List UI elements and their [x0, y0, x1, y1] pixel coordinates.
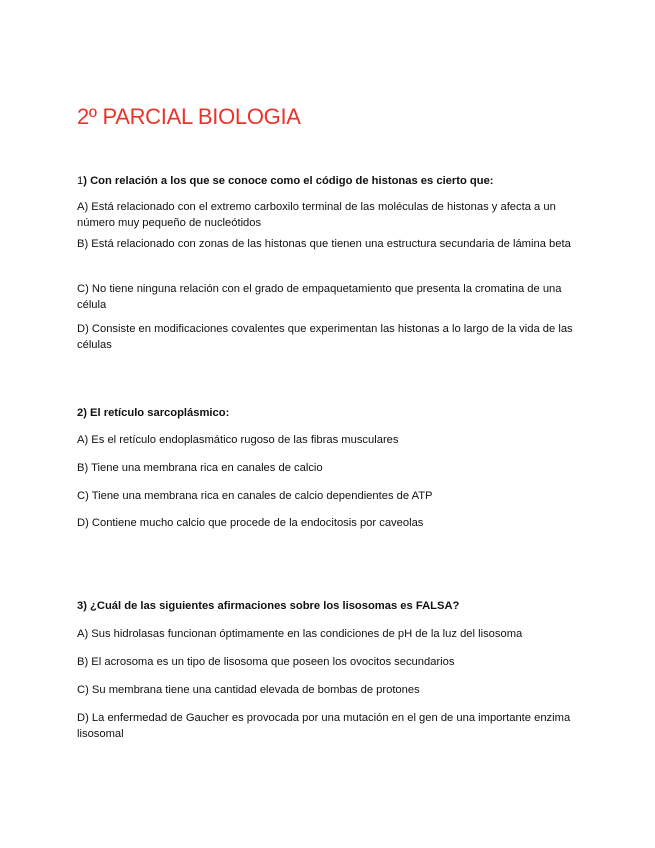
question-1: [77, 174, 587, 351]
answer-option: A) Está relacionado con el extremo carboxilo terminal de las moléculas de histonas y afecta a un número muy pequeño de nucleótidos: [77, 201, 556, 229]
answer-option: B) Tiene una membrana rica en canales de calcio: [77, 462, 323, 474]
question-text: 2) El retículo sarcoplásmico:: [77, 407, 230, 419]
answer-option: B) Está relacionado con zonas de las histonas que tienen una estructura secundaria de lámina beta: [77, 238, 571, 250]
page-title: 2º PARCIAL BIOLOGIA: [77, 104, 301, 129]
answer-option: D) Contiene mucho calcio que procede de la endocitosis por caveolas: [77, 517, 424, 529]
question-number: 1: [77, 175, 84, 187]
answer-option: C) No tiene ninguna relación con el grado de empaquetamiento que presenta la cromatina de una célula: [77, 283, 562, 311]
question-2: [77, 406, 587, 529]
question-text: 3) ¿Cuál de las siguientes afirmaciones sobre los lisosomas es FALSA?: [77, 600, 460, 612]
question-stem: [77, 406, 587, 421]
answer-option: C) Su membrana tiene una cantidad elevada de bombas de protones: [77, 684, 420, 696]
answer-option: D) La enfermedad de Gaucher es provocada por una mutación en el gen de una importante enzima lisosomal: [77, 712, 571, 740]
answer-option: A) Es el retículo endoplasmático rugoso de las fibras musculares: [77, 434, 399, 446]
question-3: [77, 599, 587, 740]
question-stem: [77, 174, 587, 189]
question-text: ) Con relación a los que se conoce como el código de histonas es cierto que:: [83, 175, 494, 187]
answer-option: D) Consiste en modificaciones covalentes que experimentan las histonas a lo largo de la vida de las células: [77, 323, 573, 351]
answer-option: C) Tiene una membrana rica en canales de calcio dependientes de ATP: [77, 490, 433, 502]
answer-option: B) El acrosoma es un tipo de lisosoma que poseen los ovocitos secundarios: [77, 656, 455, 668]
answer-option: A) Sus hidrolasas funcionan óptimamente en las condiciones de pH de la luz del lisosoma: [77, 628, 523, 640]
question-stem: [77, 599, 587, 614]
